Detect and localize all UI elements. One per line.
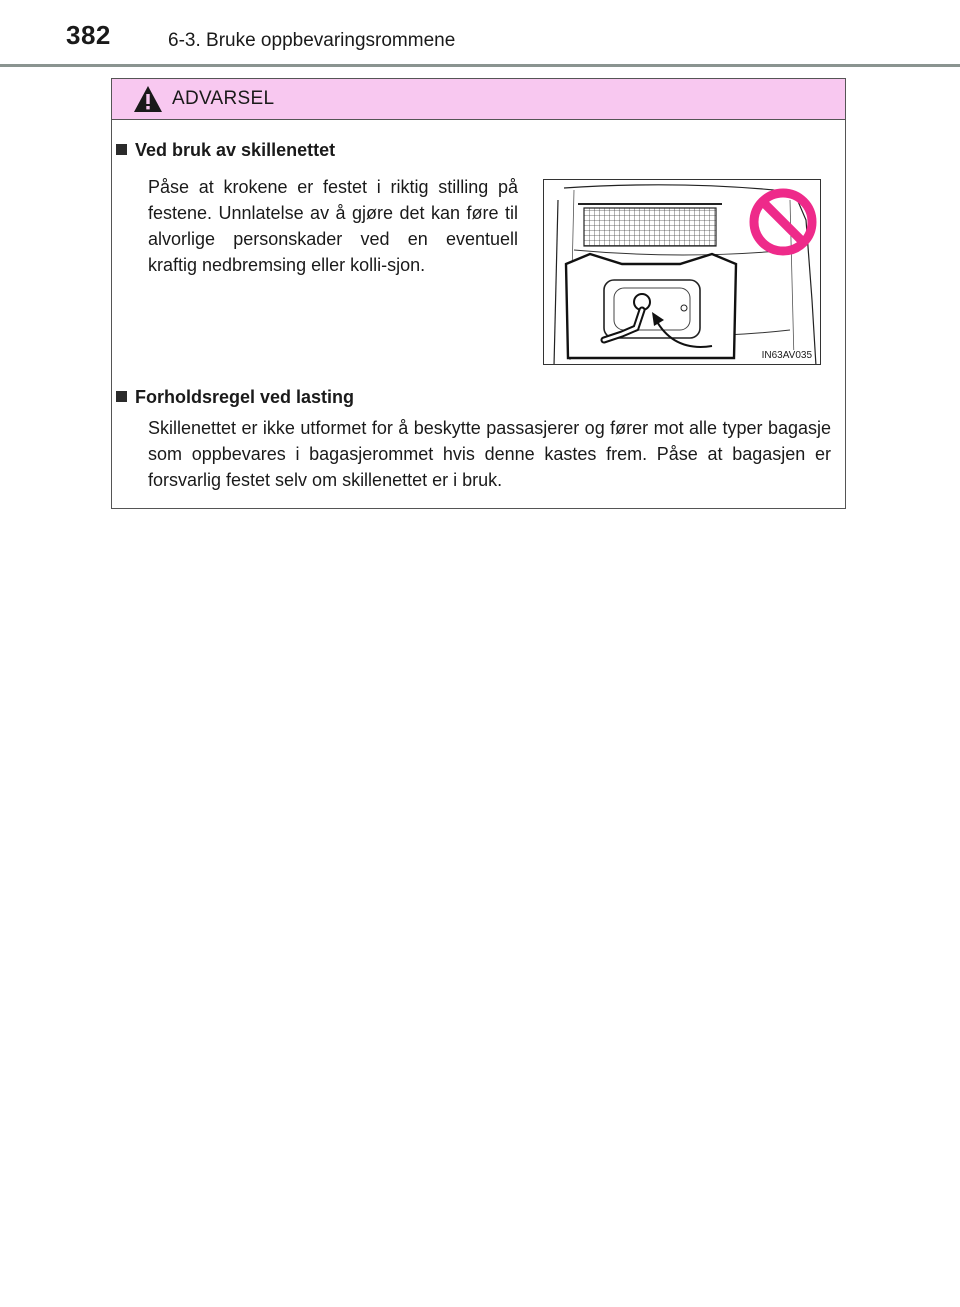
- item2-heading: [116, 387, 354, 408]
- item1-heading-text: Ved bruk av skillenettet: [135, 140, 336, 160]
- square-bullet-icon: [116, 144, 127, 155]
- warning-header: [112, 79, 845, 120]
- item2-text: Skillenettet er ikke utformet for å beskytte passasjerer og fører mot alle typer bagasje som oppbevares i bagasjerommet hvis denne kastes frem. Påse at bagasjen er forsvarlig festet selv om skillenettet er i bruk.: [148, 418, 831, 490]
- item1-text: Påse at krokene er festet i riktig stilling på festene. Unnlatelse av å gjøre det kan føre til alvorlige personskader ved en eventuell kraftig nedbremsing eller kolli-sjon.: [148, 177, 518, 275]
- cargo-net-drawing: [544, 180, 821, 365]
- item1-heading: [116, 140, 335, 161]
- warning-box: [111, 78, 846, 509]
- header-rule: [0, 64, 960, 67]
- square-bullet-icon: [116, 391, 127, 402]
- page-number: 382: [66, 20, 111, 50]
- figure-code: IN63AV035: [761, 350, 812, 361]
- warning-triangle-icon: [133, 85, 163, 113]
- section-title: 6-3. Bruke oppbevaringsrommene: [168, 30, 456, 51]
- cargo-net-hook-illustration: [543, 179, 821, 365]
- warning-label: ADVARSEL: [172, 88, 275, 109]
- item2-heading-text: Forholdsregel ved lasting: [135, 387, 355, 407]
